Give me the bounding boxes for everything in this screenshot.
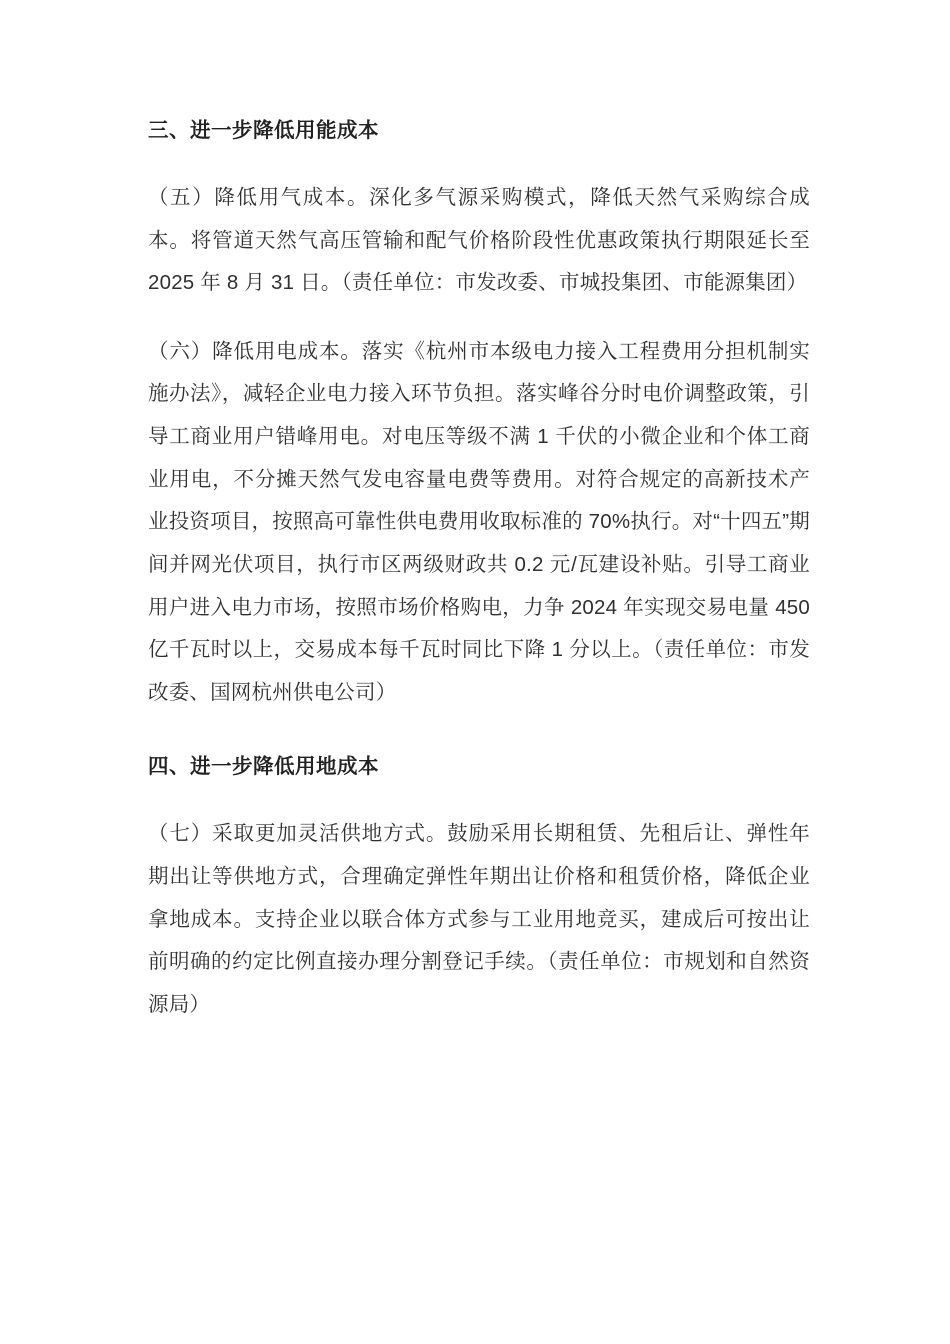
document-body bbox=[148, 112, 810, 1027]
section-heading-three: 三、进一步降低用能成本 bbox=[148, 119, 379, 142]
paragraph-item-seven: （七）采取更加灵活供地方式。鼓励采用长期租赁、先租后让、弹性年期出让等供地方式，合理确定弹性年期出让价格和租赁价格，降低企业拿地成本。支持企业以联合体方式参与工业用地竞买，建成后可按出让前明确的约定比例直接办理分割登记手续。（责任单位：市规划和自然资源局） bbox=[148, 822, 810, 1016]
paragraph-item-five: （五）降低用气成本。深化多气源采购模式，降低天然气采购综合成本。将管道天然气高压管输和配气价格阶段性优惠政策执行期限延长至 2025 年 8 月 31 日。（责任单位：市发改委、市城投集团、市能源集团） bbox=[148, 185, 810, 295]
section-heading-four: 四、进一步降低用地成本 bbox=[148, 755, 379, 779]
paragraph-item-six: （六）降低用电成本。落实《杭州市本级电力接入工程费用分担机制实施办法》，减轻企业电力接入环节负担。落实峰谷分时电价调整政策，引导工商业用户错峰用电。对电压等级不满 1 千伏的小微企业和个体工商业用电，不分摊天然气发电容量电费等费用。对符合规定的高新技术产业投资项目，按照高可靠性供电费用收取标准的 70%执行。对“十四五”期间并网光伏项目，执行市区两级财政共 0.2 元/瓦建设补贴。引导工商业用户进入电力市场，按照市场价格购电，力争 2024 年实现交易电量 450 亿千瓦时以上，交易成本每千瓦时同比下降 1 分以上。（责任单位：市发改委、国网杭州供电公司） bbox=[148, 339, 810, 704]
